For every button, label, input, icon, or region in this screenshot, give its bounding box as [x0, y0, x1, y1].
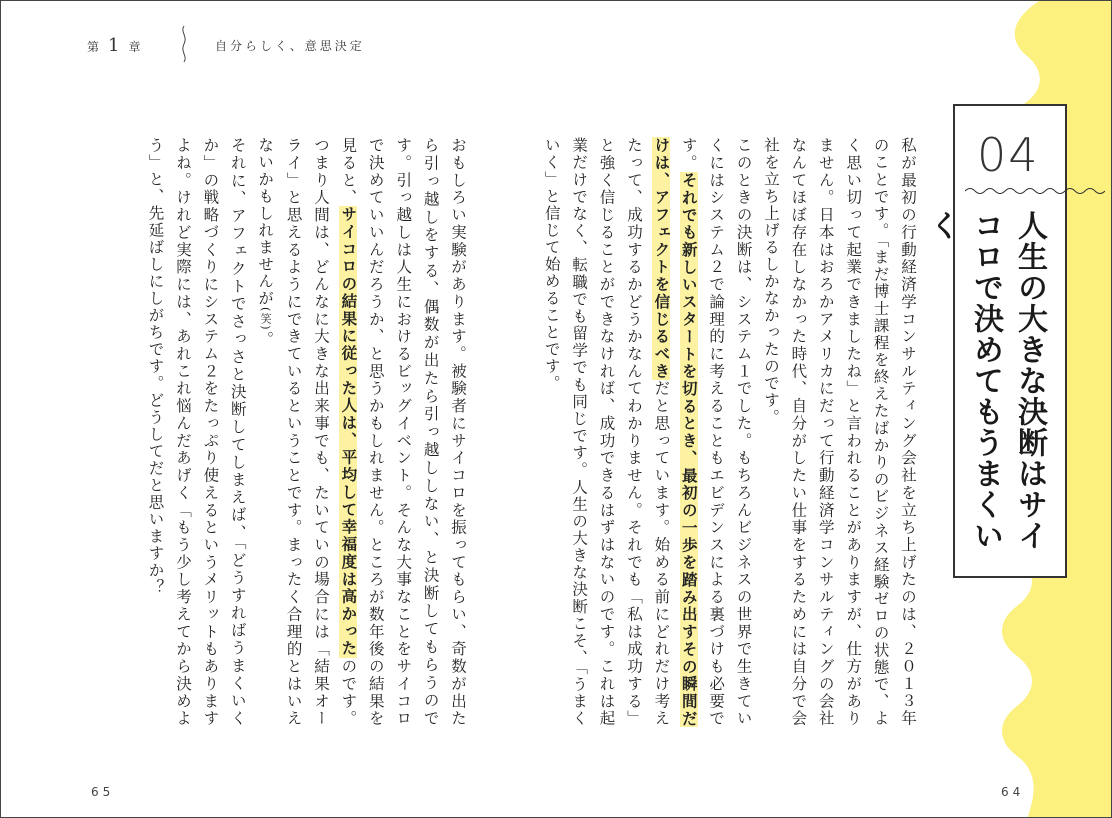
paragraph-3: おもしろい実験があります。被験者にサイコロを振ってもらい、奇数が出たら引っ越しをする、偶数が出たら引っ越ししない、と決断してもらうのです。引っ越しは人生におけるビッグイベント。そんな大事なことをサイコロで決めていいんだろうか、と思うかもしれません。ところが数年後の結果を見ると、	[339, 137, 467, 727]
right-page-body	[542, 137, 921, 728]
page-number-left: 65	[91, 785, 115, 799]
chapter-label: 第 1 章	[87, 35, 144, 56]
left-page-body: おもしろい実験があります。被験者にサイコロを振ってもらい、奇数が出たら引っ越しをする、偶数が出たら引っ越ししない、と決断してもらうのです。引っ越しは人生におけるビッグイベント。そんな大事なことをサイコロで決めていいんだろうか、と思うかもしれません。ところが数年後の結果を見ると、サイコロの結果に従った人は、平均して幸福度は高かったのです。つまり人間は、どんなに大きな出来事でも、たいていの場合には「結果オーライ」と思えるようにできているということです。まったく合理的とはいえないかもしれませんが(笑)。 それに、アフェクトでさっさと決断してしまえば、「どうすればうまくいくか」の戦略づくりにシステム２をたっぷり使えるというメリットもありますよね。けれど実際には、あれこれ悩んだあげく「もう少し考えてから決めよう」と、先延ばしにしがちです。どうしてだと思いますか？	[146, 137, 467, 728]
chapter-number: 1	[108, 35, 123, 56]
laugh-note: (笑)	[259, 307, 273, 332]
paragraph-2-cont: だと思っています。始める前にどれだけ考えたって、成功するかどうかなんてわかりません。それでも「私は成功する」と強く信じることができなければ、成功できるはずはないのです。これは起業だけでなく、転職でも留学でも同じです。人生の大きな決断こそ、「うまくいく」と信じて始めることです。	[542, 137, 671, 728]
section-title: 人生の大きな決断はサイコロで決めてもうまくいく	[924, 210, 1047, 551]
highlighted-phrase: サイコロの結果に従った人は、平均して幸福度は高かった	[339, 206, 358, 658]
wavy-rule-icon	[965, 186, 1105, 196]
paragraph-4: それに、アフェクトでさっさと決断してしまえば、「どうすればうまくいくか」の戦略づくりにシステム２をたっぷり使えるというメリットもありますよね。けれど実際には、あれこれ悩んだあげく「もう少し考えてから決めよう」と、先延ばしにしがちです。どうしてだと思いますか？	[146, 137, 247, 728]
section-number: 04	[977, 128, 1040, 182]
paragraph-3-cont: のです。つまり人間は、どんなに大きな出来事でも、たいていの場合には「結果オーライ」と思えるようにできているということです。まったく合理的とはいえないかもしれませんが	[256, 137, 358, 728]
highlighted-phrase: それでも新しいスタートを切るとき、最初の一歩を踏み出すその瞬間だけは、アフェクトを信じるべき	[652, 137, 698, 728]
section-title-box	[924, 104, 1067, 578]
page-number-right: 64	[1001, 785, 1025, 799]
chapter-title: 自分らしく、意思決定	[215, 39, 365, 53]
paragraph-2: このときの決断は、システム１でした。もちろんビジネスの世界で生きていくにはシステム２で論理的に考えることもエビデンスによる裏づけも必要です。	[679, 137, 753, 727]
paragraph-1: 私が最初の行動経済学コンサルティング会社を立ち上げたのは、２０１３年のことです。「まだ博士課程を終えたばかりのビジネス経験ゼロの状態で、よく思い切って起業できましたね」と言われることがありますが、仕方がありません。日本はおろかアメリカにだって行動経済学コンサルティングの会社なんてほぼ存在しなかった時代、自分がしたい仕事をするためには自分で会社を立ち上げるしかなかったのです。	[761, 137, 917, 728]
squiggle-divider-icon	[180, 26, 188, 62]
